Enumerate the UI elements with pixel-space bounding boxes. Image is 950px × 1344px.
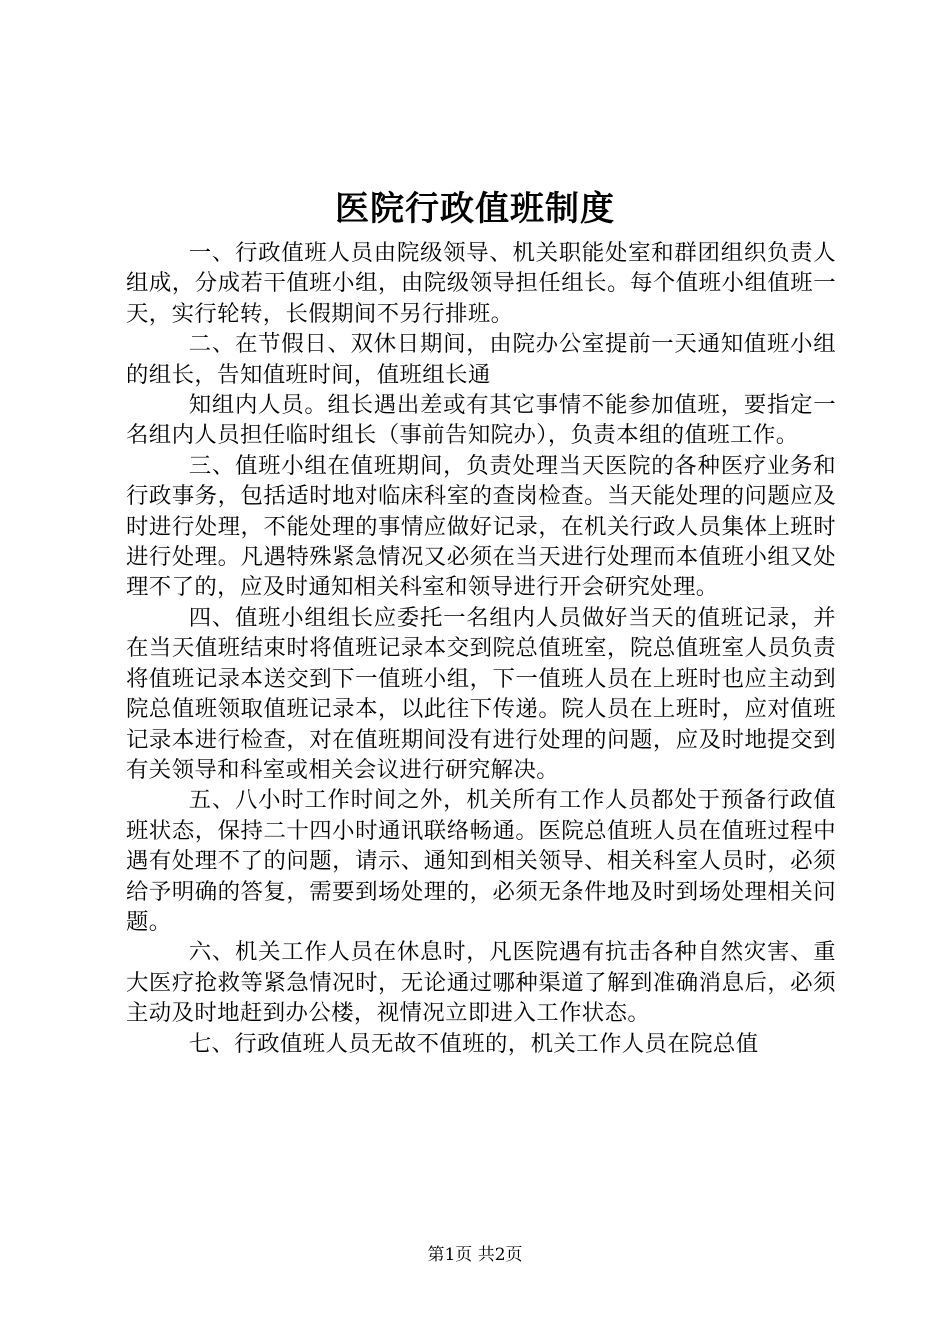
paragraph-6: 五、八小时工作时间之外，机关所有工作人员都处于预备行政值班状态，保持二十四小时通讯联络畅通。医院总值班人员在值班过程中遇有处理不了的问题，请示、通知到相关领导、相关科室人员时，必须给予明确的答复，需要到场处理的，必须无条件地及时到场处理相关问题。 [126, 787, 836, 935]
paragraph-5: 四、值班小组组长应委托一名组内人员做好当天的值班记录，并在当天值班结束时将值班记录本交到院总值班室，院总值班室人员负责将值班记录本送交到下一值班小组，下一值班人员在上班时也应主动到院总值班领取值班记录本，以此往下传递。院人员在上班时，应对值班记录本进行检查，对在值班期间没有进行处理的问题，应及时地提交到有关领导和科室或相关会议进行研究解决。 [126, 604, 836, 783]
page-footer: 第1页 共2页 [427, 1245, 523, 1265]
paragraph-1: 一、行政值班人员由院级领导、机关职能处室和群团组织负责人组成，分成若干值班小组，由院级领导担任组长。每个值班小组值班一天，实行轮转，长假期间不另行排班。 [126, 240, 836, 327]
paragraph-2: 二、在节假日、双休日期间，由院办公室提前一天通知值班小组的组长，告知值班时间，值班组长通 [126, 331, 836, 388]
document-body [126, 238, 836, 1059]
paragraph-7: 六、机关工作人员在休息时，凡医院遇有抗击各种自然灾害、重大医疗抢救等紧急情况时，无论通过哪种渠道了解到准确消息后，必须主动及时地赶到办公楼，视情况立即进入工作状态。 [126, 939, 836, 1027]
paragraph-3: 知组内人员。组长遇出差或有其它事情不能参加值班，要指定一名组内人员担任临时组长（事前告知院办），负责本组的值班工作。 [126, 392, 836, 449]
paragraph-8: 七、行政值班人员无故不值班的，机关工作人员在院总值 [188, 1030, 759, 1057]
paragraph-4: 三、值班小组在值班期间，负责处理当天医院的各种医疗业务和行政事务，包括适时地对临床科室的查岗检查。当天能处理的问题应及时进行处理，不能处理的事情应做好记录，在机关行政人员集体上班时进行处理。凡遇特殊紧急情况又必须在当天进行处理而本值班小组又处理不了的，应及时通知相关科室和领导进行开会研究处理。 [126, 452, 836, 601]
document-title: 医院行政值班制度 [335, 189, 615, 229]
